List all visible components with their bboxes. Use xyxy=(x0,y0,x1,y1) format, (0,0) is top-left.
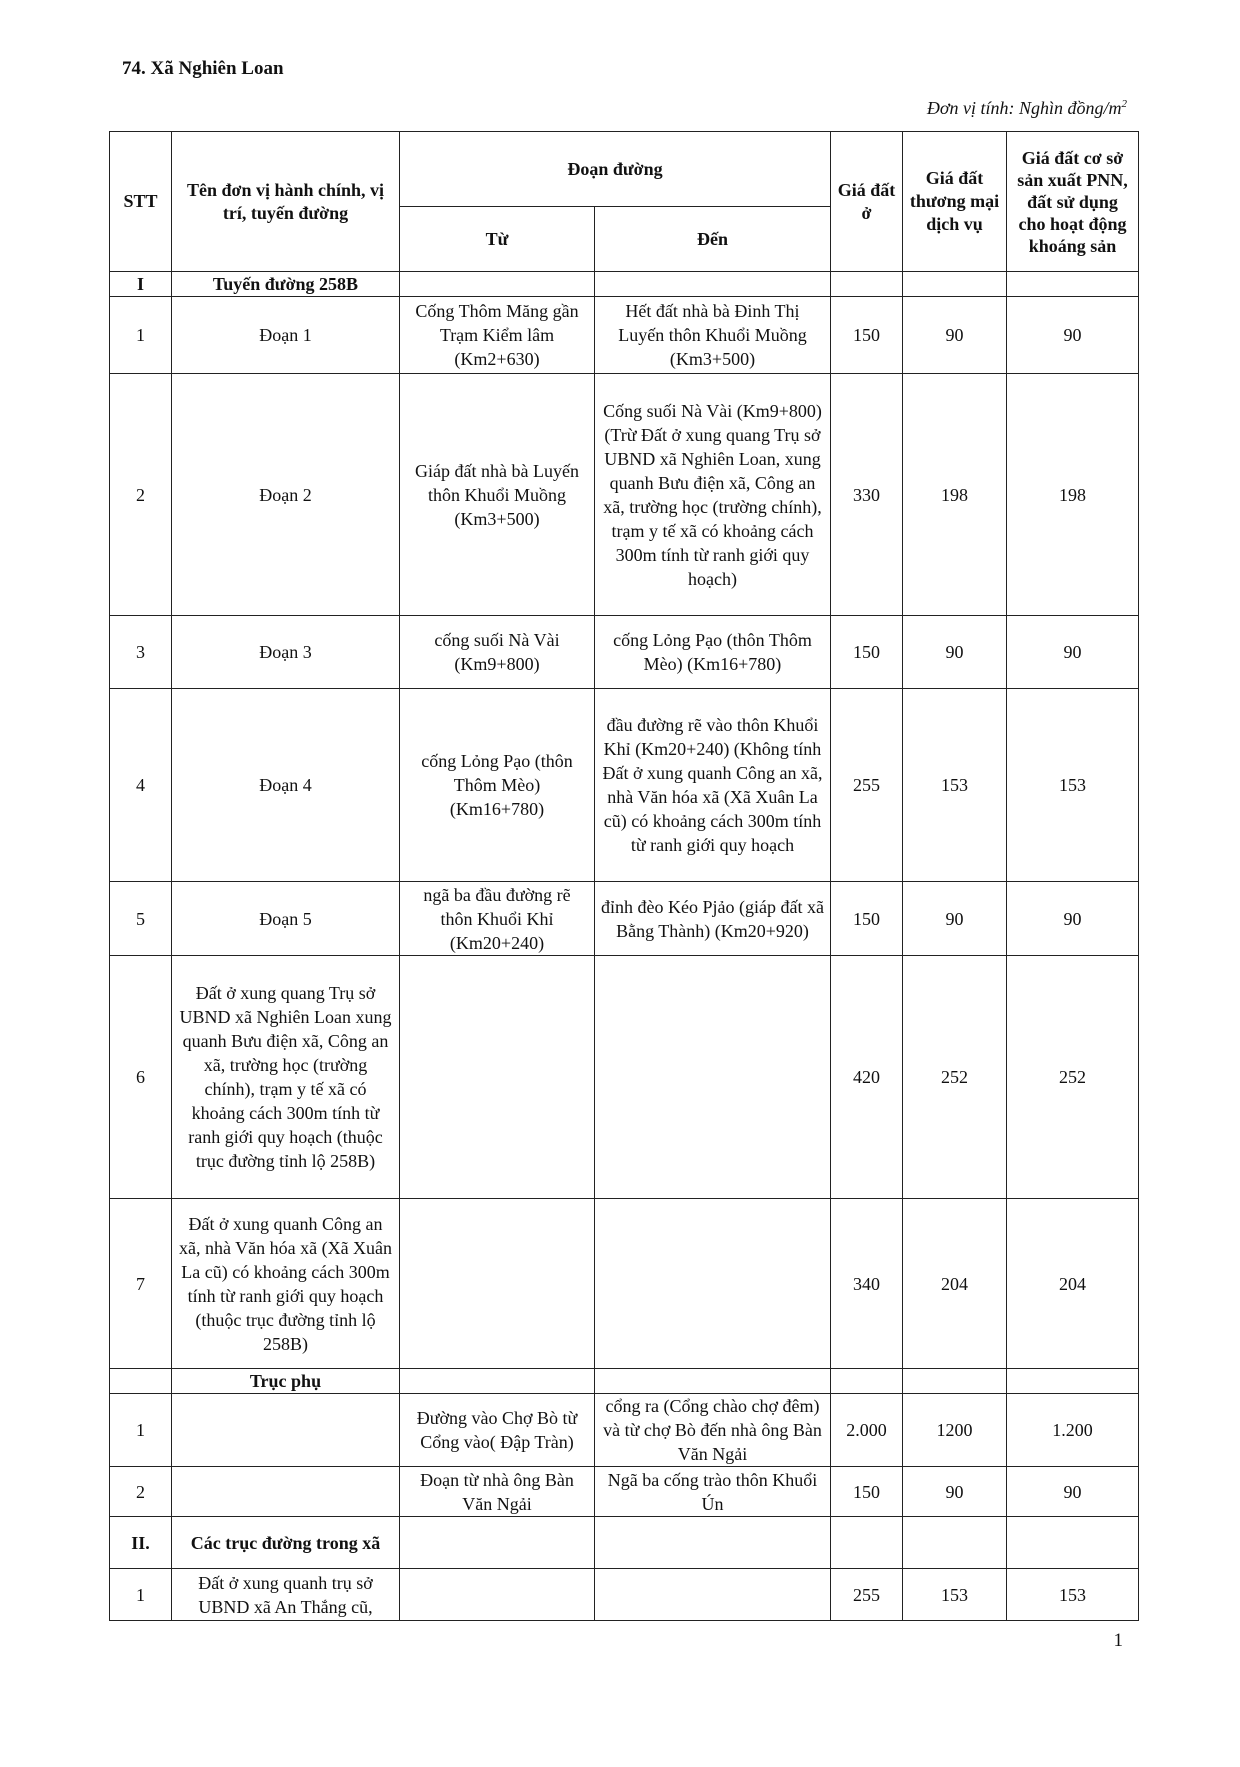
cell-production: 252 xyxy=(1007,956,1139,1199)
cell-commercial: 252 xyxy=(903,956,1007,1199)
cell-name: Đoạn 2 xyxy=(172,374,400,616)
table-row xyxy=(110,1199,1139,1369)
cell-from xyxy=(400,1199,595,1369)
cell-production: 153 xyxy=(1007,1569,1139,1621)
cell-production: 90 xyxy=(1007,297,1139,374)
cell-production: 90 xyxy=(1007,616,1139,689)
cell-stt: 1 xyxy=(110,297,172,374)
cell-residential: 150 xyxy=(831,882,903,956)
page-number: 1 xyxy=(1113,1630,1123,1651)
header-name: Tên đơn vị hành chính, vị trí, tuyến đường xyxy=(172,132,400,272)
cell-commercial: 198 xyxy=(903,374,1007,616)
cell-to: cổng ra (Cổng chào chợ đêm) và từ chợ Bò đến nhà ông Bàn Văn Ngải xyxy=(595,1394,831,1467)
unit-label xyxy=(927,98,1127,119)
cell-stt: 1 xyxy=(110,1569,172,1621)
cell-commercial: 90 xyxy=(903,1467,1007,1517)
header-commercial: Giá đất thương mại dịch vụ xyxy=(903,132,1007,272)
land-price-table xyxy=(109,131,1139,1621)
cell-residential: 340 xyxy=(831,1199,903,1369)
cell-from xyxy=(400,1569,595,1621)
cell-residential: 420 xyxy=(831,956,903,1199)
cell-to xyxy=(595,1569,831,1621)
cell-from: cống suối Nà Vài (Km9+800) xyxy=(400,616,595,689)
cell-from xyxy=(400,956,595,1199)
cell-to: đầu đường rẽ vào thôn Khuổi Khỉ (Km20+240) (Không tính Đất ở xung quanh Công an xã, nhà Văn hóa xã (Xã Xuân La cũ) có khoảng cách 300m tính từ ranh giới quy hoạch xyxy=(595,689,831,882)
cell-from: Đường vào Chợ Bò từ Cổng vào( Đập Tràn) xyxy=(400,1394,595,1467)
cell-residential: 255 xyxy=(831,1569,903,1621)
cell-to: Hết đất nhà bà Đinh Thị Luyến thôn Khuổi Muồng (Km3+500) xyxy=(595,297,831,374)
cell-to xyxy=(595,1199,831,1369)
section-row xyxy=(110,272,1139,297)
table-row xyxy=(110,297,1139,374)
cell-production: 153 xyxy=(1007,689,1139,882)
cell-stt: 1 xyxy=(110,1394,172,1467)
cell-to: đỉnh đèo Kéo Pjảo (giáp đất xã Bằng Thành) (Km20+920) xyxy=(595,882,831,956)
cell-name xyxy=(172,1467,400,1517)
cell-stt: 6 xyxy=(110,956,172,1199)
table-row xyxy=(110,1394,1139,1467)
cell-to: Ngã ba cống trào thôn Khuổi Ún xyxy=(595,1467,831,1517)
header-stt: STT xyxy=(110,132,172,272)
cell-to: Cống suối Nà Vài (Km9+800) (Trừ Đất ở xung quang Trụ sở UBND xã Nghiên Loan, xung quanh Bưu điện xã, Công an xã, trường học (trường chính), trạm y tế xã có khoảng cách 300m tính từ ranh giới quy hoạch) xyxy=(595,374,831,616)
cell-name: Đất ở xung quang Trụ sở UBND xã Nghiên Loan xung quanh Bưu điện xã, Công an xã, trường học (trường chính), trạm y tế xã có khoảng cách 300m tính từ ranh giới quy hoạch (thuộc trục đường tỉnh lộ 258B) xyxy=(172,956,400,1199)
cell-from: cống Lỏng Pạo (thôn Thôm Mèo) (Km16+780) xyxy=(400,689,595,882)
table-row xyxy=(110,882,1139,956)
cell-from: Đoạn từ nhà ông Bàn Văn Ngải xyxy=(400,1467,595,1517)
cell-residential: 330 xyxy=(831,374,903,616)
cell-commercial: 1200 xyxy=(903,1394,1007,1467)
cell-to: cống Lỏng Pạo (thôn Thôm Mèo) (Km16+780) xyxy=(595,616,831,689)
cell-name: Đất ở xung quanh Công an xã, nhà Văn hóa xã (Xã Xuân La cũ) có khoảng cách 300m tính từ ranh giới quy hoạch (thuộc trục đường tỉnh lộ 258B) xyxy=(172,1199,400,1369)
cell-name: Đất ở xung quanh trụ sở UBND xã An Thắng cũ, xyxy=(172,1569,400,1621)
section-title: Tuyến đường 258B xyxy=(172,272,400,297)
cell-stt: 2 xyxy=(110,374,172,616)
cell-residential: 150 xyxy=(831,297,903,374)
header-production: Giá đất cơ sở sản xuất PNN, đất sử dụng cho hoạt động khoáng sản xyxy=(1007,132,1139,272)
cell-name: Đoạn 1 xyxy=(172,297,400,374)
section-title: Trục phụ xyxy=(172,1369,400,1394)
section-heading: 74. Xã Nghiên Loan xyxy=(122,58,284,79)
section-row xyxy=(110,1369,1139,1394)
section-stt: I xyxy=(110,272,172,297)
cell-name: Đoạn 3 xyxy=(172,616,400,689)
unit-exponent: 2 xyxy=(1121,98,1127,110)
table-row xyxy=(110,616,1139,689)
cell-production: 198 xyxy=(1007,374,1139,616)
cell-from: Giáp đất nhà bà Luyến thôn Khuổi Muồng (Km3+500) xyxy=(400,374,595,616)
unit-text: Đơn vị tính: Nghìn đồng/m xyxy=(926,98,1122,118)
cell-stt: 5 xyxy=(110,882,172,956)
cell-production: 1.200 xyxy=(1007,1394,1139,1467)
section-title: Các trục đường trong xã xyxy=(172,1517,400,1569)
table-row xyxy=(110,1467,1139,1517)
cell-stt: 2 xyxy=(110,1467,172,1517)
cell-stt: 4 xyxy=(110,689,172,882)
table-row xyxy=(110,374,1139,616)
cell-from: ngã ba đầu đường rẽ thôn Khuổi Khỉ (Km20+240) xyxy=(400,882,595,956)
table-row xyxy=(110,1569,1139,1621)
cell-to xyxy=(595,956,831,1199)
cell-name: Đoạn 4 xyxy=(172,689,400,882)
cell-production: 90 xyxy=(1007,1467,1139,1517)
cell-commercial: 204 xyxy=(903,1199,1007,1369)
cell-residential: 150 xyxy=(831,1467,903,1517)
cell-commercial: 90 xyxy=(903,616,1007,689)
cell-residential: 150 xyxy=(831,616,903,689)
cell-name xyxy=(172,1394,400,1467)
cell-commercial: 153 xyxy=(903,689,1007,882)
cell-residential: 255 xyxy=(831,689,903,882)
cell-commercial: 90 xyxy=(903,882,1007,956)
cell-production: 90 xyxy=(1007,882,1139,956)
header-segment: Đoạn đường xyxy=(400,132,831,207)
section-row xyxy=(110,1517,1139,1569)
table-row xyxy=(110,689,1139,882)
cell-residential: 2.000 xyxy=(831,1394,903,1467)
cell-stt: 7 xyxy=(110,1199,172,1369)
table-row xyxy=(110,956,1139,1199)
header-to: Đến xyxy=(595,207,831,272)
cell-commercial: 153 xyxy=(903,1569,1007,1621)
cell-name: Đoạn 5 xyxy=(172,882,400,956)
cell-production: 204 xyxy=(1007,1199,1139,1369)
cell-commercial: 90 xyxy=(903,297,1007,374)
header-from: Từ xyxy=(400,207,595,272)
header-residential: Giá đất ở xyxy=(831,132,903,272)
section-stt: II. xyxy=(110,1517,172,1569)
cell-stt: 3 xyxy=(110,616,172,689)
cell-from: Cống Thôm Măng gần Trạm Kiểm lâm (Km2+630) xyxy=(400,297,595,374)
